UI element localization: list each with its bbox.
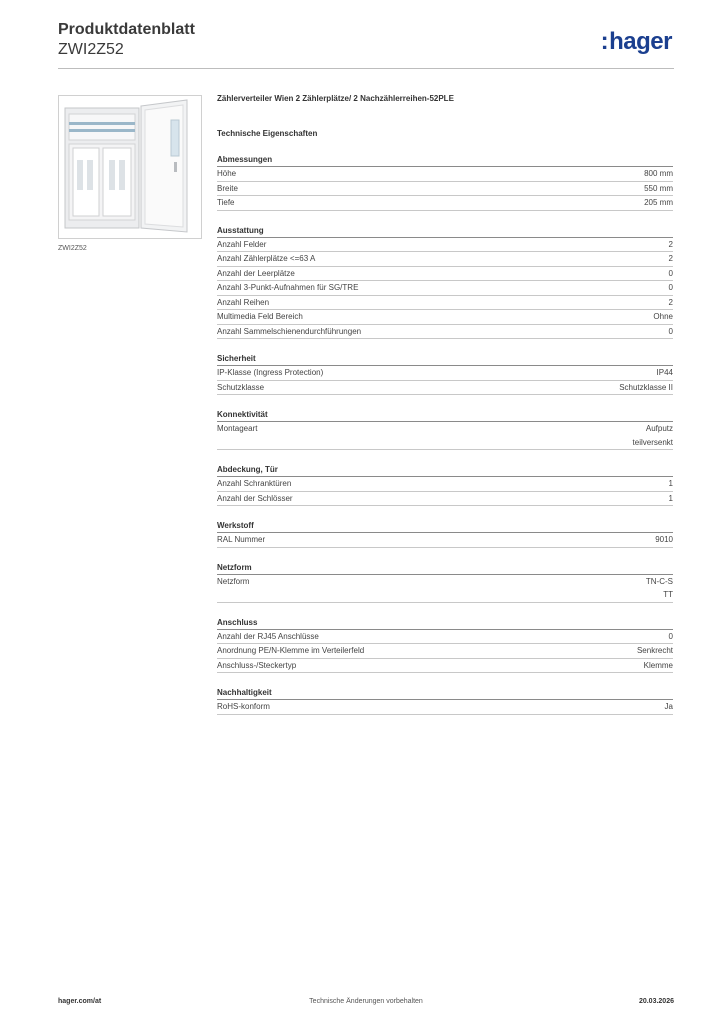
spec-row (217, 575, 673, 603)
spec-row (217, 477, 673, 492)
spec-row (217, 366, 673, 381)
spec-label: Anzahl Schranktüren (217, 479, 292, 488)
spec-row (217, 252, 673, 267)
spec-row (217, 167, 673, 182)
spec-label: Netzform (217, 576, 250, 586)
spec-row (217, 196, 673, 211)
spec-row (217, 267, 673, 282)
spec-value (644, 659, 673, 673)
spec-value (669, 630, 673, 644)
spec-row (217, 325, 673, 340)
distribution-cabinet-illustration (59, 96, 201, 238)
spec-value (646, 575, 673, 602)
spec-group-title: Anschluss (217, 617, 673, 630)
spec-row (217, 533, 673, 548)
spec-row (217, 644, 673, 659)
spec-value (657, 366, 673, 380)
spec-value (665, 700, 673, 714)
spec-value-line: TT (663, 590, 673, 599)
spec-label: IP-Klasse (Ingress Protection) (217, 368, 324, 377)
spec-row (217, 281, 673, 296)
spec-value (669, 252, 673, 266)
spec-value-line: 9010 (655, 535, 673, 544)
spec-content (217, 92, 673, 729)
spec-row (217, 700, 673, 715)
footer-disclaimer: Technische Änderungen vorbehalten (309, 998, 423, 1005)
spec-label: Anzahl der RJ45 Anschlüsse (217, 631, 319, 641)
footer-date: 20.03.2026 (638, 998, 674, 1005)
spec-value-line: 1 (668, 479, 673, 488)
page-header (58, 20, 674, 68)
spec-row (217, 492, 673, 507)
spec-label: Breite (217, 183, 238, 193)
tech-properties-heading: Technische Eigenschaften (217, 129, 318, 138)
footer-website: hager.com/at (58, 998, 102, 1005)
spec-label: RAL Nummer (217, 535, 266, 544)
spec-value (669, 296, 673, 310)
spec-value (637, 644, 673, 658)
spec-value-line: IP44 (656, 368, 673, 377)
spec-value-line: 205 mm (644, 198, 673, 207)
spec-label: Tiefe (217, 198, 235, 207)
spec-value-line: Aufputz (645, 424, 673, 433)
spec-group-title: Ausstattung (217, 225, 673, 238)
spec-value (644, 182, 673, 196)
spec-group (217, 617, 673, 674)
spec-label: Anzahl der Schlösser (217, 493, 293, 503)
spec-groups (217, 154, 673, 715)
spec-group-title: Abdeckung, Tür (217, 464, 673, 477)
spec-value-line: 2 (668, 239, 673, 249)
spec-group (217, 520, 673, 548)
spec-row (217, 630, 673, 645)
spec-value (669, 477, 673, 491)
product-image (58, 95, 202, 239)
spec-value (669, 492, 673, 506)
spec-value-line: 0 (668, 326, 673, 336)
product-name: Zählerverteiler Wien 2 Zählerplätze/ 2 Nachzählerreihen-52PLE (217, 94, 454, 103)
spec-group (217, 225, 673, 340)
spec-value-line: 0 (668, 283, 673, 292)
spec-label: Anzahl der Leerplätze (217, 268, 295, 278)
spec-row (217, 296, 673, 311)
image-caption: ZWI2Z52 (58, 245, 87, 252)
spec-row (217, 238, 673, 253)
spec-value-line: Ohne (653, 312, 673, 321)
spec-value (653, 310, 673, 324)
spec-label: RoHS-konform (217, 702, 270, 711)
spec-value-line: 0 (668, 268, 673, 278)
spec-row (217, 310, 673, 325)
header-divider (58, 68, 674, 69)
spec-label: Multimedia Feld Bereich (217, 312, 303, 321)
spec-value-line: Senkrecht (636, 646, 673, 655)
spec-value-line: 2 (668, 254, 673, 263)
spec-value-line: 550 mm (644, 183, 673, 193)
spec-label: Anordnung PE/N-Klemme im Verteilerfeld (217, 646, 365, 655)
spec-value (633, 422, 673, 449)
spec-group-title: Nachhaltigkeit (217, 687, 673, 700)
spec-label: Anzahl 3-Punkt-Aufnahmen für SG/TRE (217, 283, 359, 292)
hager-logo: :hager (600, 28, 672, 55)
spec-value-line: Schutzklasse II (619, 382, 673, 392)
article-number: ZWI2Z52 (58, 41, 124, 58)
spec-group (217, 562, 673, 603)
document-title: Produktdatenblatt (58, 21, 195, 38)
spec-group-title: Konnektivität (217, 409, 673, 422)
spec-label: Montageart (217, 424, 258, 433)
spec-value-line: TN-C-S (645, 576, 673, 586)
spec-group (217, 409, 673, 450)
spec-value-line: teilversenkt (632, 437, 673, 447)
spec-row (217, 422, 673, 450)
spec-label: Anzahl Zählerplätze <=63 A (217, 254, 316, 263)
spec-value (644, 167, 673, 181)
spec-value (669, 281, 673, 295)
spec-value-line: Ja (664, 702, 673, 711)
spec-value-line: 1 (668, 493, 673, 503)
spec-label: Anzahl Sammelschienendurchführungen (217, 326, 362, 336)
spec-group-title: Abmessungen (217, 154, 673, 167)
spec-label: Schutzklasse (217, 382, 265, 392)
spec-label: Anzahl Felder (217, 239, 267, 249)
spec-group-title: Werkstoff (217, 520, 673, 533)
spec-group (217, 464, 673, 506)
spec-row (217, 182, 673, 197)
spec-group (217, 353, 673, 395)
spec-value-line: Klemme (643, 660, 673, 670)
spec-value-line: 2 (668, 297, 673, 307)
spec-group-title: Sicherheit (217, 353, 673, 366)
spec-value (669, 267, 673, 281)
spec-value (669, 325, 673, 339)
spec-row (217, 381, 673, 396)
spec-value (655, 533, 673, 547)
spec-group-title: Netzform (217, 562, 673, 575)
spec-value (619, 381, 673, 395)
spec-group (217, 154, 673, 211)
spec-value (644, 196, 673, 210)
spec-label: Anschluss-/Steckertyp (217, 660, 297, 670)
spec-label: Anzahl Reihen (217, 297, 270, 307)
spec-group (217, 687, 673, 715)
spec-value-line: 800 mm (644, 169, 673, 178)
spec-row (217, 659, 673, 674)
spec-value (669, 238, 673, 252)
spec-value-line: 0 (668, 631, 673, 641)
spec-label: Höhe (217, 169, 237, 178)
